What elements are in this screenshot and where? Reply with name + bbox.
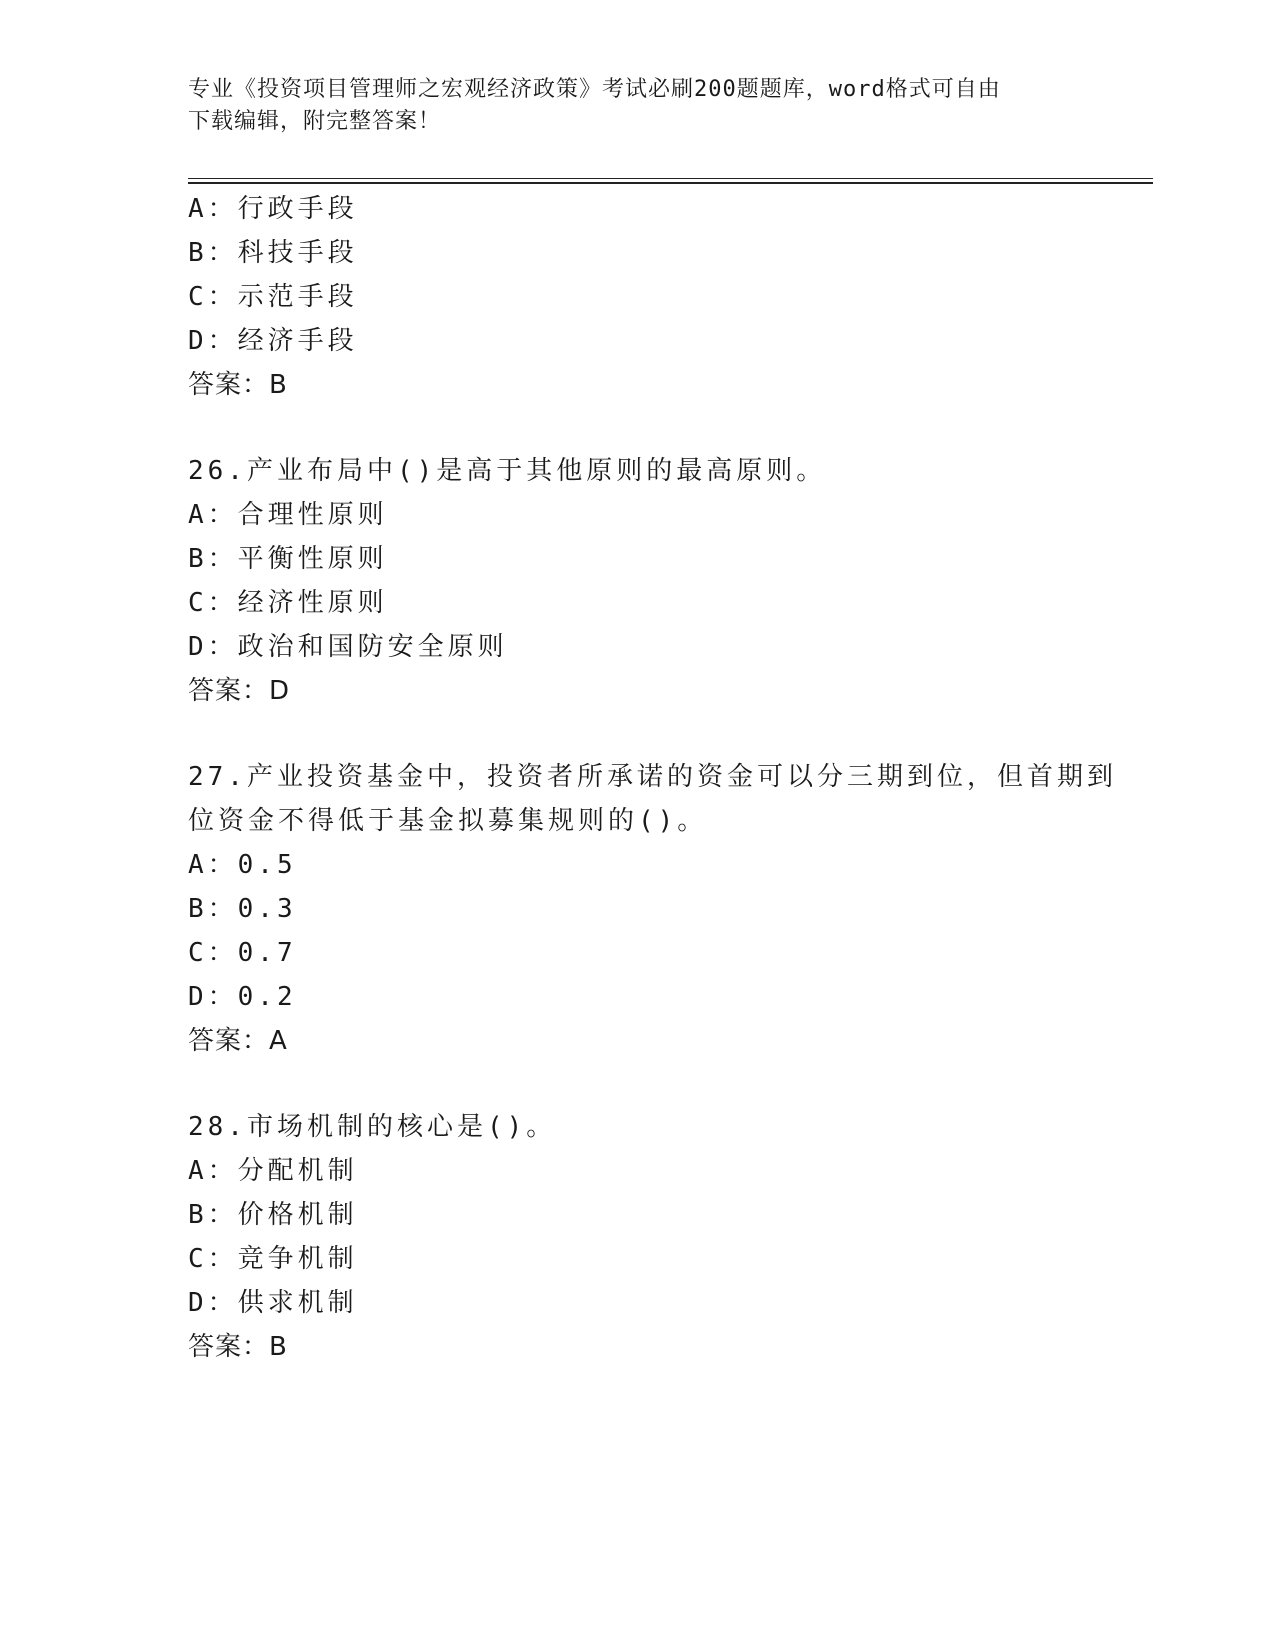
q27-option-c: C：0.7 [188,938,297,968]
q26-option-b: B：平衡性原则 [188,544,388,574]
q25-option-b: B：科技手段 [188,238,358,268]
q28-option-d: D：供求机制 [188,1288,358,1318]
q27-answer: 答案：A [188,1026,288,1056]
q28-option-b: B：价格机制 [188,1200,358,1230]
q25-answer: 答案：B [188,370,288,400]
q25-option-d: D：经济手段 [188,326,358,356]
q26-option-c: C：经济性原则 [188,588,388,618]
q28-option-c: C：竞争机制 [188,1244,358,1274]
q25-option-a: A：行政手段 [188,194,358,224]
q27-question-line-2: 位资金不得低于基金拟募集规则的()。 [188,806,708,836]
header-line-2: 下载编辑，附完整答案！ [188,109,442,134]
q26-option-a: A：合理性原则 [188,500,388,530]
q25-option-c: C：示范手段 [188,282,358,312]
header-line-1: 专业《投资项目管理师之宏观经济政策》考试必刷200题题库，word格式可自由 [188,77,1001,102]
q27-option-b: B：0.3 [188,894,297,924]
q28-answer: 答案：B [188,1332,288,1362]
q27-question-line-1: 27.产业投资基金中，投资者所承诺的资金可以分三期到位，但首期到 [188,762,1117,792]
document-header [188,74,1068,138]
q27-option-a: A：0.5 [188,850,297,880]
q28-option-a: A：分配机制 [188,1156,358,1186]
q26-question: 26.产业布局中()是高于其他原则的最高原则。 [188,456,827,486]
header-divider-thick [188,182,1153,184]
q28-question: 28.市场机制的核心是()。 [188,1112,557,1142]
q27-option-d: D：0.2 [188,982,297,1012]
q26-answer: 答案：D [188,676,291,706]
header-divider-thin [188,178,1153,179]
q26-option-d: D：政治和国防安全原则 [188,632,508,662]
